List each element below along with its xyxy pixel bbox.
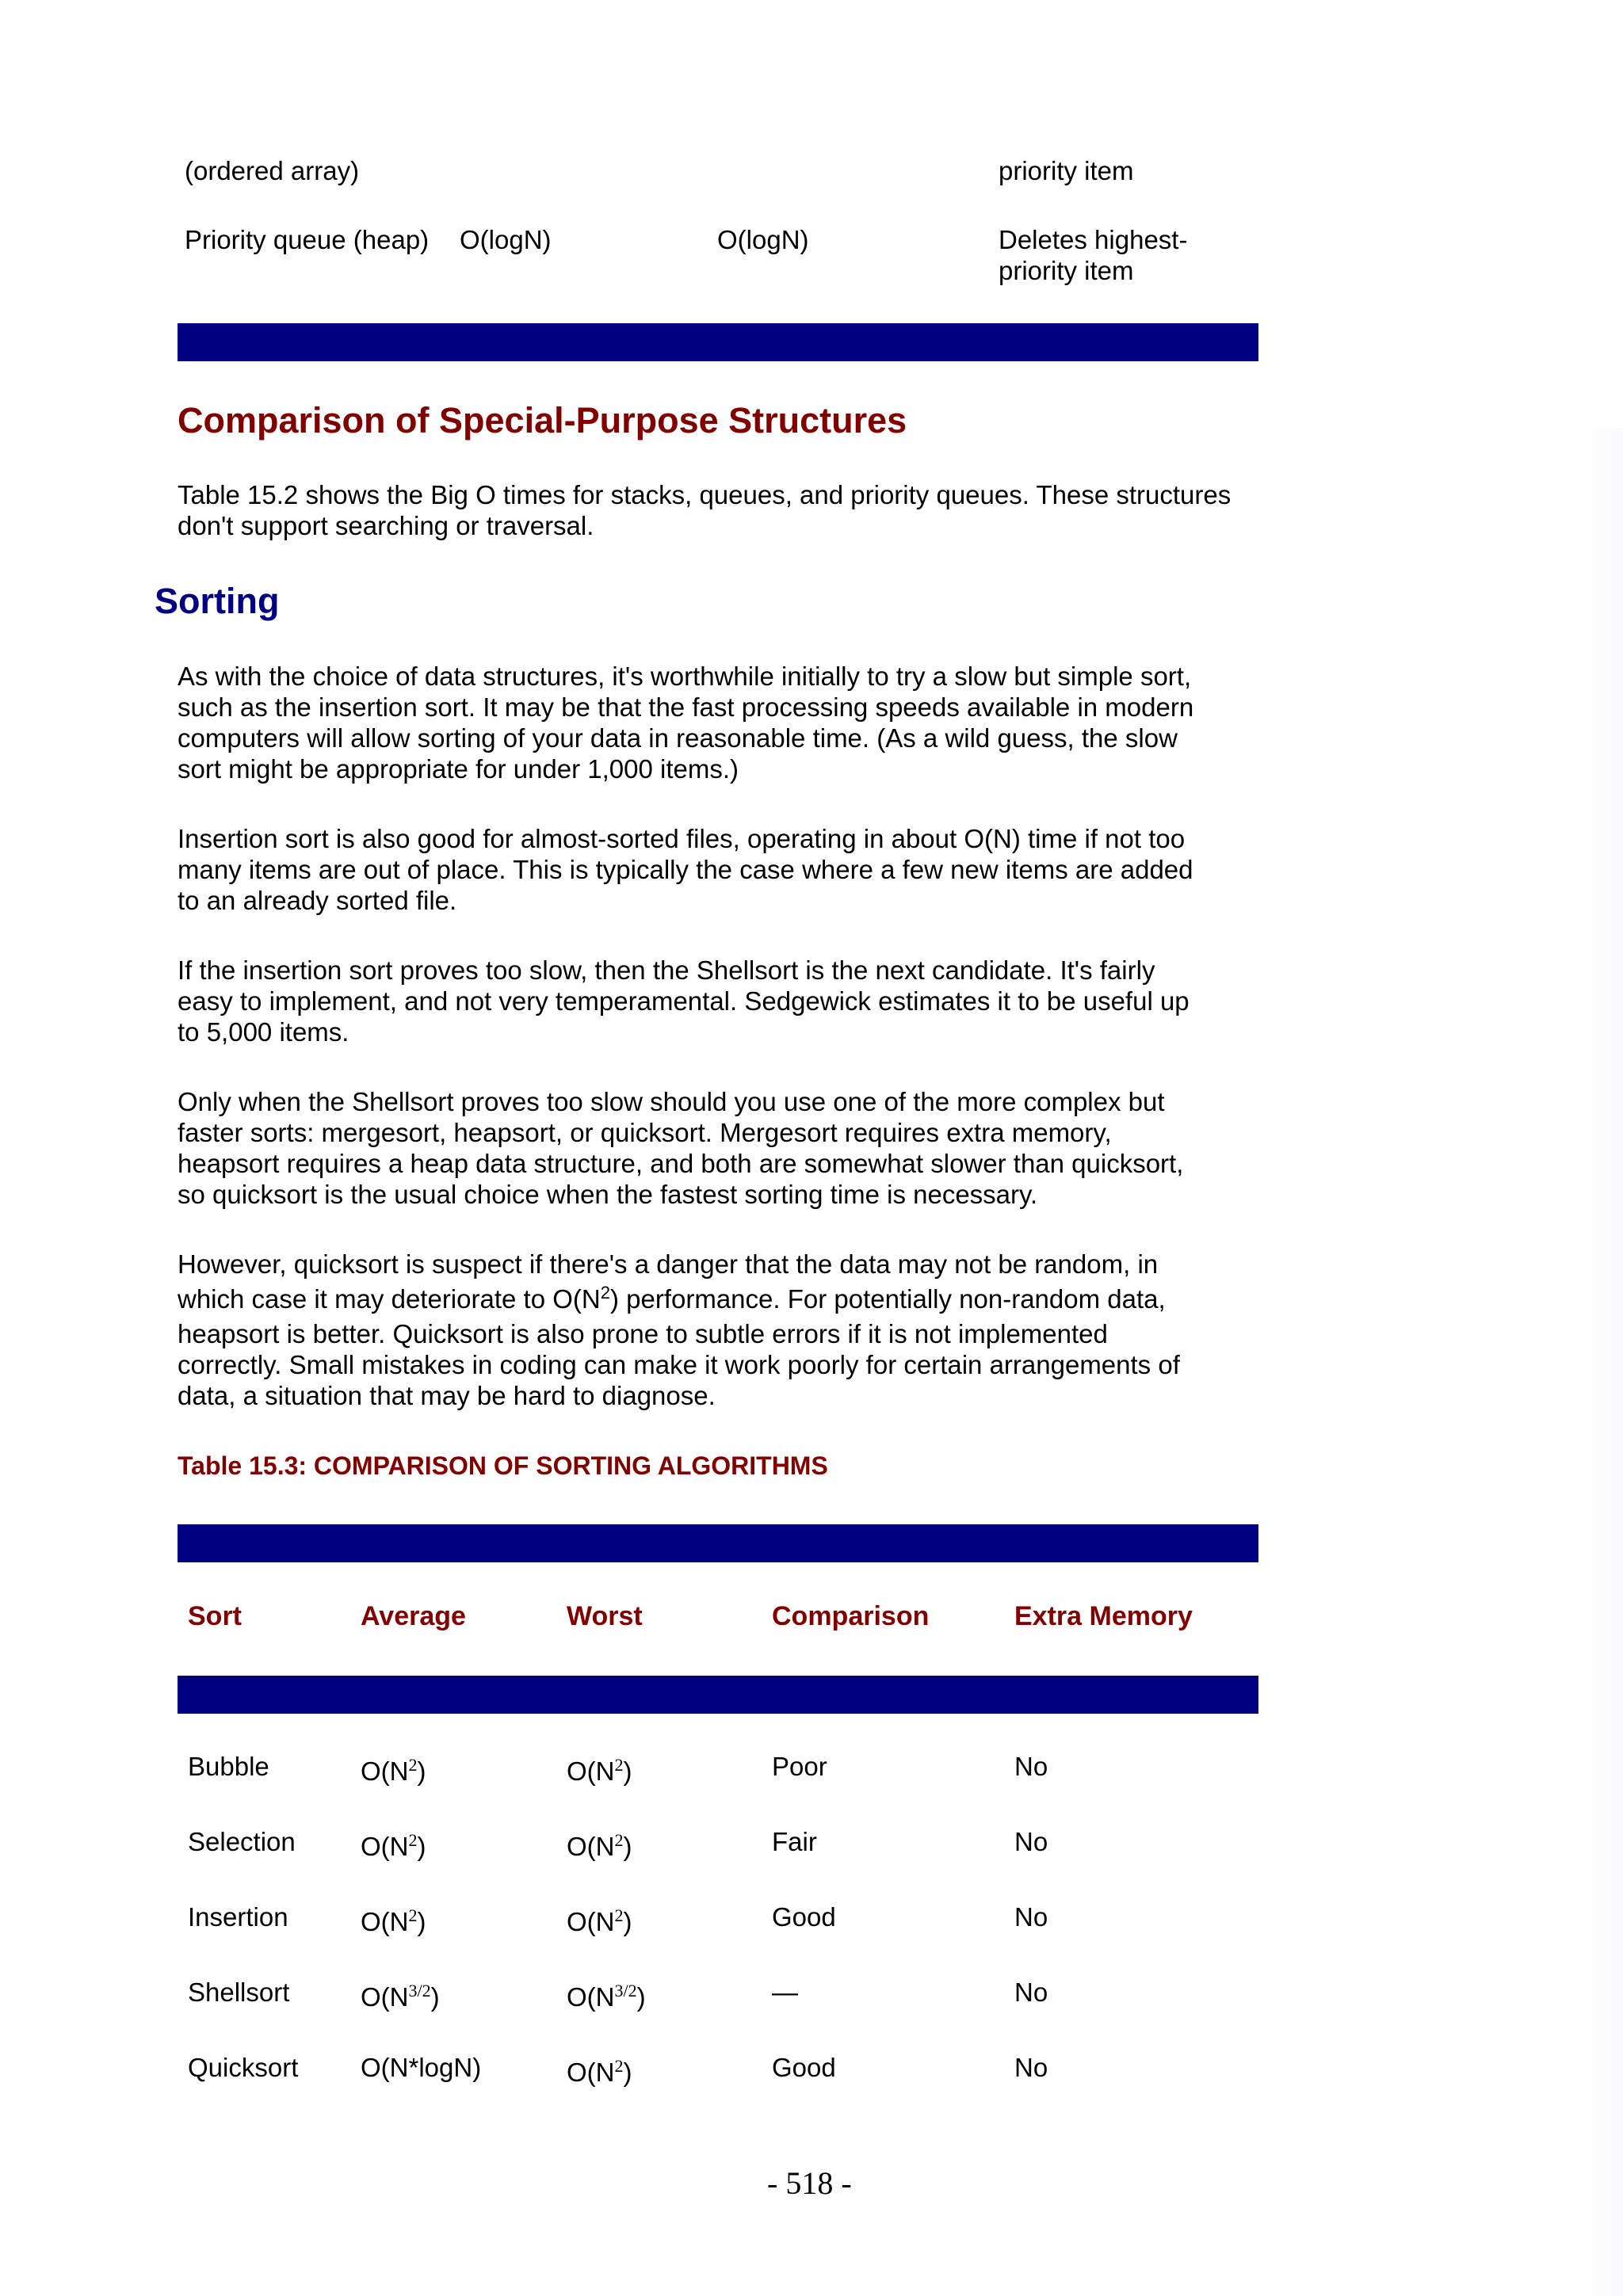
paragraph-line: to 5,000 items. xyxy=(178,1017,349,1047)
table-top-bar xyxy=(178,1524,1258,1562)
text-run: O(N xyxy=(567,1907,615,1936)
text-run: ) performance. For potentially non-random data, xyxy=(609,1284,1166,1314)
table-cell-worst xyxy=(567,1906,632,1937)
paragraph-line: heapsort requires a heap data structure, and both are somewhat slower than quicksort, xyxy=(178,1149,1184,1178)
paragraph xyxy=(178,1249,1303,1411)
paragraph xyxy=(178,479,1303,541)
text-run: O(N xyxy=(567,1756,615,1786)
superscript: 2 xyxy=(408,1755,418,1775)
table-cell-memory: No xyxy=(1014,2053,1048,2082)
table-cell-comment: priority item xyxy=(999,256,1134,285)
text-run: O(N xyxy=(361,1982,409,2012)
table-divider-bar xyxy=(178,323,1258,361)
table-header-bar xyxy=(178,1676,1258,1714)
superscript: 2 xyxy=(614,1905,624,1925)
text-run: O(N xyxy=(361,1907,409,1936)
paragraph-line: heapsort is better. Quicksort is also prone to subtle errors if it is not implemented xyxy=(178,1319,1108,1348)
table-cell-comment: priority item xyxy=(999,156,1134,185)
paragraph-line: correctly. Small mistakes in coding can make it work poorly for certain arrangements of xyxy=(178,1350,1180,1379)
superscript: 2 xyxy=(614,1830,624,1850)
table-cell-delete: O(logN) xyxy=(717,225,809,254)
table-cell-comparison: Poor xyxy=(772,1752,827,1781)
paragraph xyxy=(178,661,1303,784)
chapter-heading: Sorting xyxy=(155,581,280,621)
text-run: ) xyxy=(623,1756,632,1786)
table-cell-worst xyxy=(567,1831,632,1862)
table-cell-sort: Shellsort xyxy=(188,1978,290,2007)
section-heading: Comparison of Special-Purpose Structures xyxy=(178,400,907,441)
table-cell-average xyxy=(361,1981,440,2012)
text-run: ) xyxy=(623,1832,632,1861)
superscript: 2 xyxy=(614,2056,624,2076)
paragraph-line: Only when the Shellsort proves too slow should you use one of the more complex but xyxy=(178,1087,1165,1116)
table-cell-worst xyxy=(567,2057,632,2088)
table-cell-average: O(N*logN) xyxy=(361,2053,482,2082)
paragraph-line: sort might be appropriate for under 1,000 items.) xyxy=(178,754,739,784)
text-run: ) xyxy=(623,2058,632,2087)
superscript: 3/2 xyxy=(614,1981,637,2000)
column-header-comparison: Comparison xyxy=(772,1601,930,1631)
paragraph-line: data, a situation that may be hard to diagnose. xyxy=(178,1381,716,1410)
text-run: O(N xyxy=(361,1756,409,1786)
superscript: 2 xyxy=(408,1830,418,1850)
paragraph-line: computers will allow sorting of your data in reasonable time. (As a wild guess, the slow xyxy=(178,723,1178,753)
paragraph-line: If the insertion sort proves too slow, then the Shellsort is the next candidate. It's fairly xyxy=(178,955,1155,985)
text-run: O(N xyxy=(567,2058,615,2087)
table-cell-sort: Selection xyxy=(188,1827,296,1856)
table-cell-insert: O(logN) xyxy=(460,225,552,254)
text-run: ) xyxy=(417,1907,426,1936)
text-run: O(N xyxy=(567,1832,615,1861)
text-run: ) xyxy=(417,1756,426,1786)
table-cell-memory: No xyxy=(1014,1978,1048,2007)
paragraph xyxy=(178,1086,1303,1210)
text-run: which case it may deteriorate to O(N xyxy=(178,1284,601,1314)
text-run: ) xyxy=(430,1982,440,2012)
table-cell-comparison: — xyxy=(772,1978,798,2007)
paragraph-line: so quicksort is the usual choice when the fastest sorting time is necessary. xyxy=(178,1180,1038,1209)
column-header-extra-memory: Extra Memory xyxy=(1014,1601,1193,1631)
table-cell-comparison: Good xyxy=(772,2053,836,2082)
table-cell-structure: (ordered array) xyxy=(185,156,360,185)
paragraph-line: However, quicksort is suspect if there's a danger that the data may not be random, in xyxy=(178,1249,1159,1279)
text-run: O(N xyxy=(567,1982,615,2012)
column-header-sort: Sort xyxy=(188,1601,242,1631)
table-cell-memory: No xyxy=(1014,1752,1048,1781)
column-header-average: Average xyxy=(361,1601,466,1631)
paragraph-line: don't support searching or traversal. xyxy=(178,511,594,540)
paragraph-line: easy to implement, and not very temperamental. Sedgewick estimates it to be useful up xyxy=(178,986,1190,1016)
table-cell-average xyxy=(361,1906,426,1937)
text-run: O(N xyxy=(361,1832,409,1861)
paragraph-line: many items are out of place. This is typically the case where a few new items are added xyxy=(178,855,1193,884)
superscript: 2 xyxy=(600,1283,610,1302)
table-cell-sort: Quicksort xyxy=(188,2053,299,2082)
text-run: ) xyxy=(417,1832,426,1861)
table-cell-average xyxy=(361,1831,426,1862)
paragraph-line: Table 15.2 shows the Big O times for stacks, queues, and priority queues. These structures xyxy=(178,480,1232,509)
column-header-worst: Worst xyxy=(567,1601,643,1631)
paragraph-line: faster sorts: mergesort, heapsort, or quicksort. Mergesort requires extra memory, xyxy=(178,1118,1112,1147)
table-cell-worst xyxy=(567,1981,646,2012)
table-cell-sort: Insertion xyxy=(188,1902,288,1932)
table-caption: Table 15.3: COMPARISON OF SORTING ALGORITHMS xyxy=(178,1451,828,1480)
superscript: 3/2 xyxy=(408,1981,431,2000)
table-cell-memory: No xyxy=(1014,1902,1048,1932)
paragraph xyxy=(178,823,1303,916)
table-cell-comparison: Fair xyxy=(772,1827,817,1856)
table-cell-memory: No xyxy=(1014,1827,1048,1856)
table-cell-average xyxy=(361,1756,426,1787)
page-edge-shade xyxy=(1575,428,1623,2296)
paragraph-line xyxy=(178,1280,1303,1318)
text-run: ) xyxy=(623,1907,632,1936)
superscript: 2 xyxy=(614,1755,624,1775)
text-run: ) xyxy=(636,1982,646,2012)
table-cell-comparison: Good xyxy=(772,1902,836,1932)
paragraph-line: Insertion sort is also good for almost-sorted files, operating in about O(N) time if not too xyxy=(178,824,1186,853)
paragraph-line: to an already sorted file. xyxy=(178,886,457,915)
paragraph-line: such as the insertion sort. It may be that the fast processing speeds available in modern xyxy=(178,692,1194,722)
table-cell-worst xyxy=(567,1756,632,1787)
superscript: 2 xyxy=(408,1905,418,1925)
paragraph-line: As with the choice of data structures, it's worthwhile initially to try a slow but simple sort, xyxy=(178,662,1192,691)
page-number: - 518 - xyxy=(767,2165,852,2201)
paragraph xyxy=(178,955,1303,1047)
table-cell-structure: Priority queue (heap) xyxy=(185,225,430,254)
table-cell-comment: Deletes highest- xyxy=(999,225,1188,254)
table-cell-sort: Bubble xyxy=(188,1752,269,1781)
